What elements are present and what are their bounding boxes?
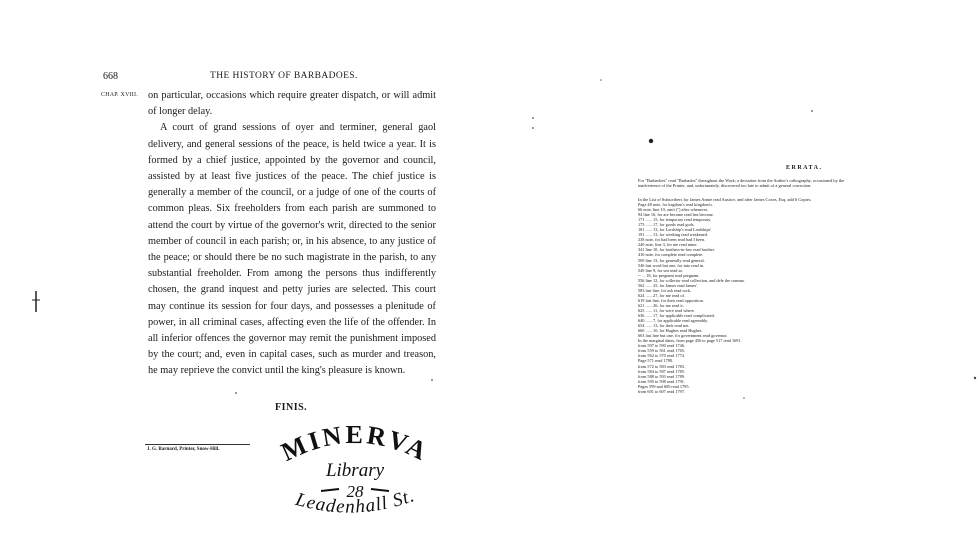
printer-imprint: J. G. Barnard, Printer, Snow-Hill. bbox=[147, 447, 220, 452]
library-stamp bbox=[255, 418, 455, 528]
errata-line: from 572 to 583 read 1783. bbox=[638, 363, 686, 369]
page-number: 668 bbox=[103, 71, 118, 82]
errata-line: from 584 to 587 read 1785. bbox=[638, 368, 686, 374]
errata-line: 583 last line, for ask read rock. bbox=[638, 287, 692, 293]
errata-line: Page 571 read 1780. bbox=[638, 358, 674, 364]
errata-line: from 559 to 561 read 1765. bbox=[638, 348, 686, 354]
errata-line: 562 ...... 25, for James read James'. bbox=[638, 282, 698, 288]
errata-line: from 595 to 598 read 1791. bbox=[638, 378, 686, 384]
errata-line: 341 line 10, for brothers-in-law read brother. bbox=[638, 247, 715, 253]
errata-line: 410 note, for complete read complete. bbox=[638, 252, 704, 258]
errata-line: 546 last word but one, for into read in. bbox=[638, 262, 705, 268]
errata-line: 94 line 16, for are become read has become. bbox=[638, 212, 714, 218]
errata-line: from 597 to 590 read 1746. bbox=[638, 343, 686, 349]
stamp-library: Library bbox=[325, 460, 385, 481]
body-paragraph: on particular, occasions which require greater dispatch, or will admit of longer delay. bbox=[148, 90, 436, 118]
errata-line: from 601 to 607 read 1797. bbox=[638, 388, 686, 394]
stamp-dash-left bbox=[321, 489, 339, 491]
errata-line: 549 line 9, for sea read so. bbox=[638, 267, 684, 273]
errata-subscribers-note: In the List of Subscribers for James Annie read Austice, and after James Coxes, Esq. add 6 Copies. bbox=[638, 197, 812, 202]
errata-line: 654 ...... 13, for their read not. bbox=[638, 323, 690, 329]
errata-line: 509 line 13, for generally read general. bbox=[638, 257, 705, 263]
errata-line: 619 last line, for their read opposition. bbox=[638, 297, 704, 303]
errata-line: 240 note, line 3, for me read mine. bbox=[638, 242, 698, 248]
errata-title: ERRATA. bbox=[786, 165, 823, 171]
stamp-dash-right bbox=[371, 489, 389, 491]
errata-line: Page 48 note, for kagdom's read kingdom's. bbox=[638, 202, 714, 207]
errata-line: 625 ...... 11, for were read where. bbox=[638, 307, 695, 313]
right-book-page bbox=[490, 0, 980, 557]
imprint-rule bbox=[145, 444, 250, 445]
errata-intro: For "Barbadoes" read "Barbados" throughout the Work; a deviation from the Author's orthography, occasioned by the inadvertence of the Printer, and, unfortunately, discovered too late to admit of a general correction. bbox=[638, 178, 845, 189]
finis-label: FINIS. bbox=[275, 402, 308, 413]
errata-line: 181 ...... 13, for Lordship's read Lordships'. bbox=[638, 227, 713, 233]
errata-line: 636 ...... 17, for applicable read complicated. bbox=[638, 313, 715, 319]
errata-list bbox=[638, 202, 745, 394]
errata-line: 621 ...... 26, for me read it. bbox=[638, 302, 684, 308]
chapter-side-note: CHAP. XVIII. bbox=[101, 92, 138, 98]
errata-line: 66 note, line 10, omit (") after whenever. bbox=[638, 207, 709, 213]
errata-line: In the marginal dates, from page 456 to page 517 read 1691. bbox=[638, 338, 742, 344]
errata-line: 624 ...... 27, for me read of. bbox=[638, 292, 686, 298]
errata-line: 663 last line but one, for government read governor. bbox=[638, 333, 728, 339]
errata-line: from 562 to 570 read 1774. bbox=[638, 353, 686, 359]
errata-line: 556 line 12, for collector read collection, and dele the comma. bbox=[638, 277, 745, 283]
errata-line: Pages 599 and 600 read 1795. bbox=[638, 383, 690, 389]
body-text bbox=[148, 88, 436, 380]
errata-line: 175 ...... 17, for goods read gods. bbox=[638, 222, 695, 228]
errata-line: 238 note, for had been read had I been. bbox=[638, 237, 706, 243]
errata-line: from 588 to 593 read 1789. bbox=[638, 373, 686, 379]
body-paragraph: A court of grand sessions of oyer and terminer, general gaol delivery, and general sessions of the peace, is held twice a year. It is formed by a chief justice, appointed by the governor and council, assisted by at least five justices of the peace. The chief justice is generally a member of the council, or a judge of one of the courts of common pleas. Six freeholders from each parish are summoned to attend the court by virtue of the governor's writ, directed to the senior member of council in each parish; or, in his absence, to any justice of the peace; or should there be no such magistrate in the parish, to any substantial freeholder. From among the persons thus indifferently chosen, the grand inquest and petty juries are selected. This court may continue its session for four days, and possesses a plenitude of power, in all criminal cases, affecting even the life of the offender. In all inferior offences the governor may remit the punishment imposed by the court; and, even in capital cases, such as murder and treason, he may reprieve the convict until the king's pleasure is known. bbox=[148, 122, 436, 377]
errata-line: 171 ...... 15, for temporary read temporary. bbox=[638, 217, 712, 223]
stamp-minerva: MINERVA bbox=[276, 419, 434, 468]
errata-line: 640 ...... 7, for applicable read agreeably. bbox=[638, 318, 709, 324]
errata-line: 660 ...... 10, for Hughes read Hughes. bbox=[638, 328, 703, 334]
stamp-address: Leadenhall St. bbox=[293, 485, 418, 518]
stamp-number: 28 bbox=[346, 482, 364, 501]
errata-line: -- ... 18, for pregnant read pregnant. bbox=[638, 272, 700, 278]
errata-line: 191 ...... 13, for weeking read weakened. bbox=[638, 232, 708, 238]
running-head: THE HISTORY OF BARBADOES. bbox=[210, 71, 358, 81]
